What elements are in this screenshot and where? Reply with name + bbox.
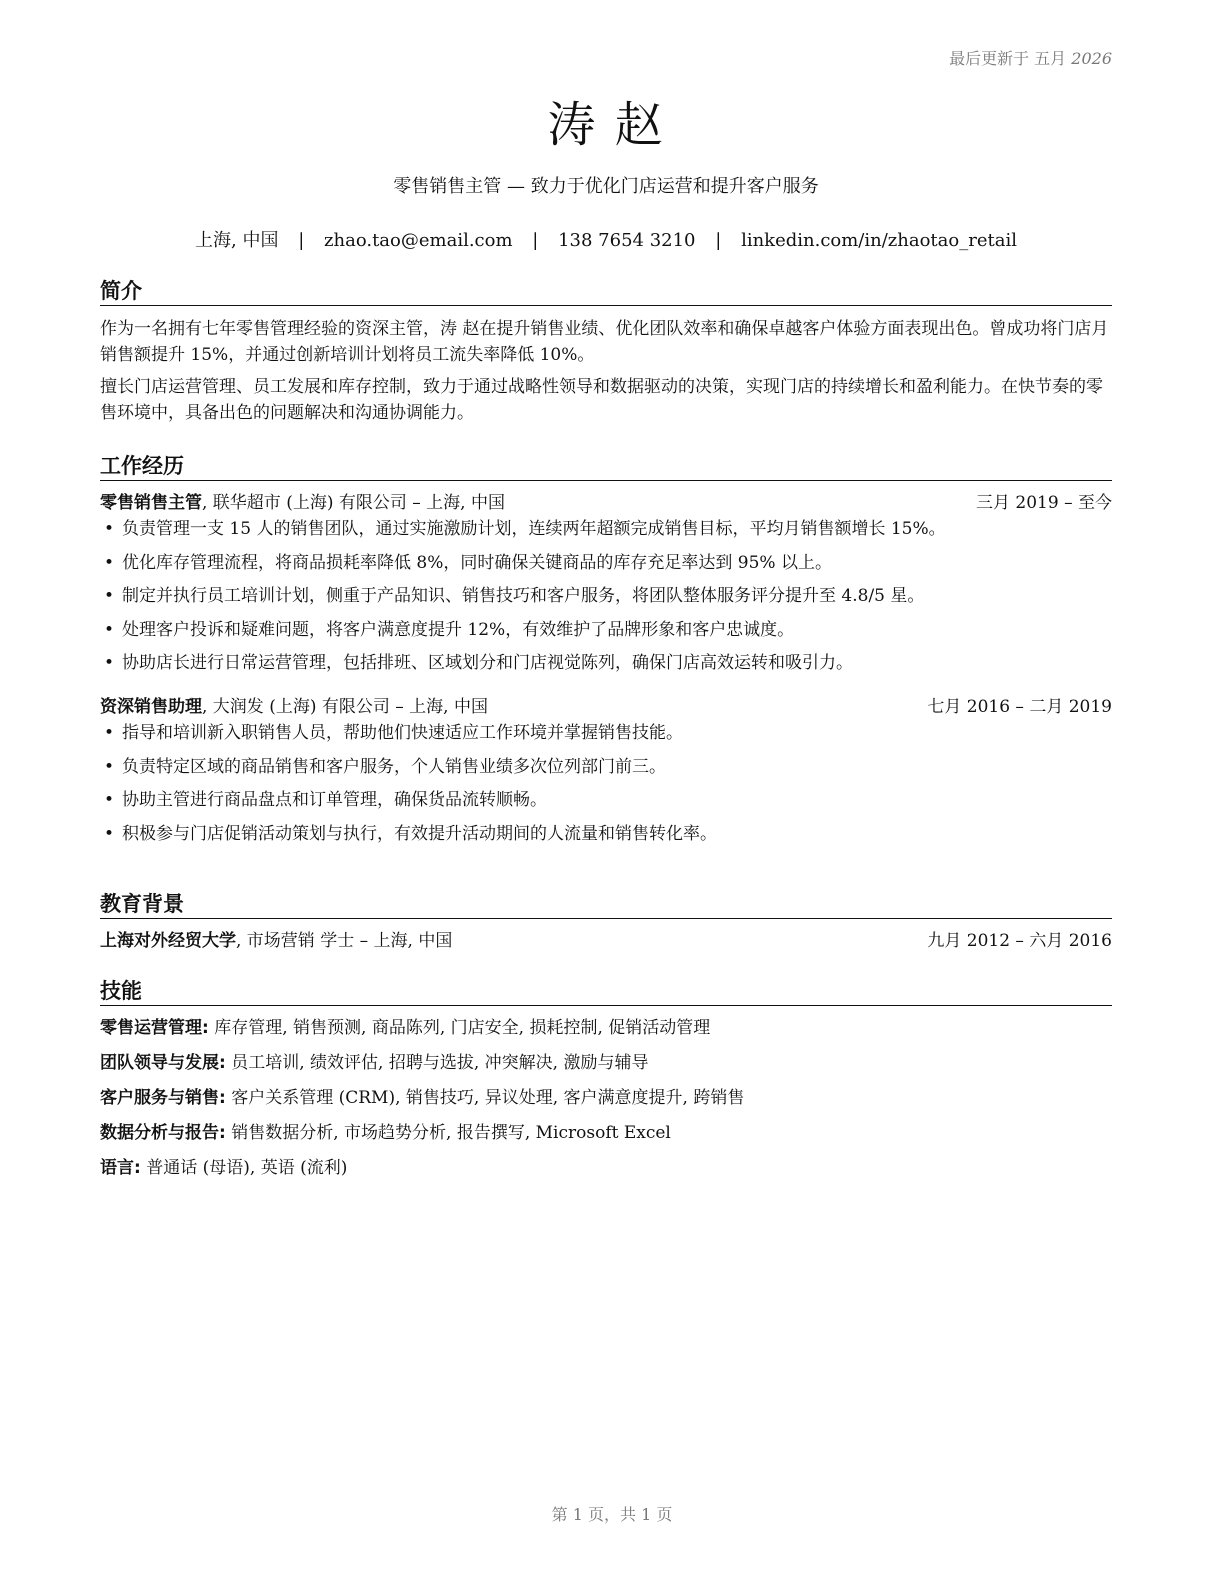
education-dates: 九月 2012 – 六月 2016: [927, 931, 1112, 951]
bullet-item: • 指导和培训新入职销售人员，帮助他们快速适应工作环境并掌握销售技能。: [104, 723, 683, 743]
bullet-dot-icon: •: [104, 519, 115, 539]
experience-section: [100, 452, 1112, 855]
job-entry: [100, 695, 1112, 846]
tagline: 零售销售主管 — 致力于优化门店运营和提升客户服务: [393, 176, 819, 197]
bullet-dot-icon: •: [104, 586, 115, 606]
bullet-item: • 协助主管进行商品盘点和订单管理，确保货品流转顺畅。: [104, 790, 547, 810]
skill-value: 普通话 (母语), 英语 (流利): [140, 1158, 348, 1178]
job-org: , 大润发 (上海) 有限公司 – 上海, 中国: [202, 697, 488, 717]
job-header: [100, 491, 1112, 517]
skill-value: 库存管理, 销售预测, 商品陈列, 门店安全, 损耗控制, 促销活动管理: [208, 1018, 711, 1038]
skill-value: 客户关系管理 (CRM), 销售技巧, 异议处理, 客户满意度提升, 跨销售: [225, 1088, 745, 1108]
bullet-dot-icon: •: [104, 823, 115, 844]
page-footer: 第 1 页，共 1 页: [551, 1505, 673, 1524]
skill-label: 语言:: [100, 1158, 141, 1178]
degree-detail: , 市场营销 学士 – 上海, 中国: [236, 931, 453, 951]
contact-separator: |: [298, 230, 305, 251]
skill-line: [100, 1156, 1112, 1180]
skill-line: [100, 1051, 1112, 1075]
bullet-item: • 制定并执行员工培训计划，侧重于产品知识、销售技巧和客户服务，将团队整体服务评分提升至 4.8/5 星。: [104, 586, 925, 606]
bullet-item: • 负责特定区域的商品销售和客户服务，个人销售业绩多次位列部门前三。: [104, 756, 666, 777]
last-updated-label: 最后更新于 五月: [949, 49, 1067, 68]
skill-value: 员工培训, 绩效评估, 招聘与选拔, 冲突解决, 激励与辅导: [225, 1053, 649, 1073]
contact-email[interactable]: zhao.tao@email.com: [324, 230, 513, 251]
skill-label: 零售运营管理:: [100, 1018, 209, 1038]
bullet-dot-icon: •: [104, 552, 115, 573]
job-header: [100, 695, 1112, 721]
skill-line: [100, 1016, 1112, 1040]
job-dates: 七月 2016 – 二月 2019: [927, 697, 1112, 717]
candidate-name: 涛 赵: [547, 97, 665, 153]
last-updated-year: 2026: [1071, 49, 1112, 68]
skill-label: 数据分析与报告:: [100, 1123, 226, 1143]
job-role: 零售销售主管: [100, 493, 202, 513]
bullet-dot-icon: •: [104, 756, 115, 777]
skill-label: 团队领导与发展:: [100, 1053, 226, 1073]
skill-line: [100, 1121, 1112, 1145]
education-section: [100, 890, 1112, 955]
education-entry: [100, 929, 1112, 955]
bullet-dot-icon: •: [104, 790, 115, 810]
section-title: 简介: [100, 277, 1112, 306]
job-entry: [100, 491, 1112, 675]
bullet-item: • 协助店长进行日常运营管理，包括排班、区域划分和门店视觉陈列，确保门店高效运转和吸引力。: [104, 653, 853, 673]
summary-paragraph: 擅长门店运营管理、员工发展和库存控制，致力于通过战略性领导和数据驱动的决策，实现门店的持续增长和盈利能力。在快节奏的零售环境中，具备出色的问题解决和沟通协调能力。: [100, 377, 1103, 423]
section-title: 工作经历: [100, 452, 1112, 481]
section-title: 技能: [100, 977, 1112, 1006]
section-title: 教育背景: [100, 890, 1112, 919]
skill-value: 销售数据分析, 市场趋势分析, 报告撰写, Microsoft Excel: [225, 1123, 671, 1143]
bullet-item: • 负责管理一支 15 人的销售团队，通过实施激励计划，连续两年超额完成销售目标，平均月销售额增长 15%。: [104, 519, 946, 539]
last-updated: [949, 46, 1112, 69]
contact-separator: |: [715, 230, 722, 251]
job-bullets: [100, 721, 1112, 846]
school-name: 上海对外经贸大学: [100, 931, 236, 951]
skill-line: [100, 1086, 1112, 1110]
job-org: , 联华超市 (上海) 有限公司 – 上海, 中国: [202, 493, 505, 513]
skills-section: [100, 977, 1112, 1191]
bullet-item: • 处理客户投诉和疑难问题，将客户满意度提升 12%，有效维护了品牌形象和客户忠诚度。: [104, 619, 795, 640]
bullet-item: • 优化库存管理流程，将商品损耗率降低 8%，同时确保关键商品的库存充足率达到 95% 以上。: [104, 552, 832, 573]
contact-separator: |: [532, 230, 539, 251]
contact-location: 上海, 中国: [195, 230, 279, 251]
bullet-dot-icon: •: [104, 653, 115, 673]
job-dates: 三月 2019 – 至今: [976, 493, 1112, 513]
job-role: 资深销售助理: [100, 697, 202, 717]
summary-section: [100, 277, 1112, 432]
contact-line: [100, 226, 1112, 252]
job-bullets: [100, 517, 1112, 675]
skill-label: 客户服务与销售:: [100, 1088, 226, 1108]
resume-page: [100, 0, 1112, 1584]
bullet-dot-icon: •: [104, 619, 115, 640]
bullet-dot-icon: •: [104, 723, 115, 743]
bullet-item: • 积极参与门店促销活动策划与执行，有效提升活动期间的人流量和销售转化率。: [104, 823, 717, 844]
summary-paragraph: 作为一名拥有七年零售管理经验的资深主管，涛 赵在提升销售业绩、优化团队效率和确保卓越客户体验方面表现出色。曾成功将门店月销售额提升 15%，并通过创新培训计划将员工流失率降低 10%。: [100, 319, 1109, 365]
contact-linkedin[interactable]: linkedin.com/in/zhaotao_retail: [741, 230, 1017, 251]
contact-phone: 138 7654 3210: [558, 230, 696, 251]
